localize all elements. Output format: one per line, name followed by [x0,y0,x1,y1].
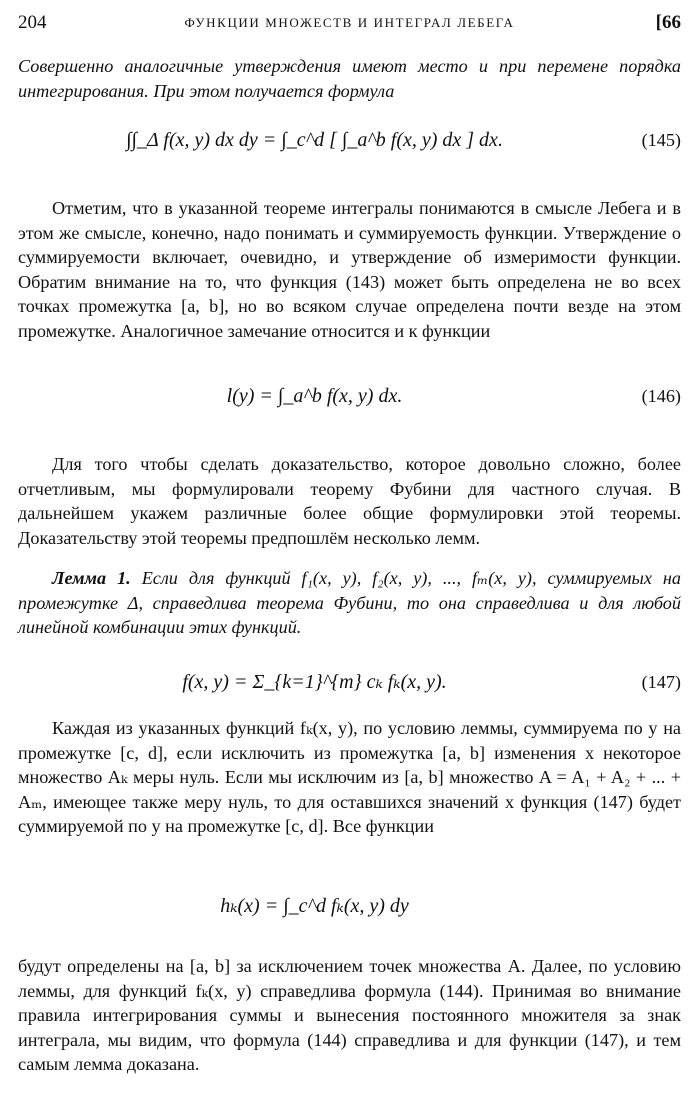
formula-146 [18,366,681,426]
lemma-title: Лемма 1. [52,568,131,588]
formula-147 [18,652,681,712]
lemma-1 [18,566,681,640]
paragraph-intro: Совершенно аналогичные утверждения имеют место и при перемене порядка интегрирования. При этом получается формула [18,56,681,101]
formula-146-number: (146) [641,386,681,406]
paragraph-remark: Отметим, что в указанной теореме интегралы понимаются в смысле Лебега и в этом же смысле, конечно, надо понимать и суммируемость функции. Утверждение о суммируемости включает, очевидно, и утверждение об измеримости функции. Обратим внимание на то, что функция (143) может быть определена не во всех точках промежутка [a, b], но во всяком случае определена почти везде на этом промежутке. Аналогичное замечание относится и к функции [18,198,681,341]
running-title: ФУНКЦИИ МНОЖЕСТВ И ИНТЕГРАЛ ЛЕБЕГА [184,15,515,30]
formula-146-expression: l(y) = ∫_a^b f(x, y) dx. [226,385,403,407]
formula-145-expression: ∫∫_Δ f(x, y) dx dy = ∫_c^d [ ∫_a^b f(x, y) dx ] dx. [126,129,503,151]
formula-145-number: (145) [641,130,681,150]
formula-hk [18,876,681,936]
formula-147-expression: f(x, y) = Σ_{k=1}^{m} cₖ fₖ(x, y). [182,671,447,693]
lemma-statement: Если для функций f₁(x, y), f₂(x, y), ..., fₘ(x, y), суммируемых на промежутке Δ, справедлива теорема Фубини, то она справедлива и для любой линейной комбинации этих функций. [18,568,681,637]
formula-147-number: (147) [641,672,681,692]
formula-hk-expression: hₖ(x) = ∫_c^d fₖ(x, y) dy [220,895,409,917]
formula-145 [18,110,681,170]
paragraph-proof-intro: Для того чтобы сделать доказательство, которое довольно сложно, более отчетливым, мы формулировали теорему Фубини для частного случая. В дальнейшем укажем различные более общие формулировки этой теоремы. Доказательству этой теоремы предпошлём несколько лемм. [18,454,681,548]
paragraph-lemma-proof: Каждая из указанных функций fₖ(x, y), по условию леммы, суммируема по y на промежутке [c, d], если исключить из промежутка [a, b] изменения x некоторое множество Aₖ меры нуль. Если мы исключим из [a, b] множество A = A₁ + A₂ + ... + Aₘ, имеющее также меру нуль, то для оставшихся значений x функция (147) будет суммируемой по y на промежутке [c, d]. Все функции [18,718,681,836]
paragraph-conclusion: будут определены на [a, b] за исключением точек множества A. Далее, по условию леммы, для функций fₖ(x, y) справедлива формула (144). Принимая во внимание правила интегрирования суммы и вынесения постоянного множителя за знак интеграла, мы видим, что формула (144) справедлива и для функции (147), и тем самым лемма доказана. [18,956,681,1074]
section-number: [66 [655,12,681,33]
page-header [18,12,681,40]
page-number: 204 [18,12,47,33]
